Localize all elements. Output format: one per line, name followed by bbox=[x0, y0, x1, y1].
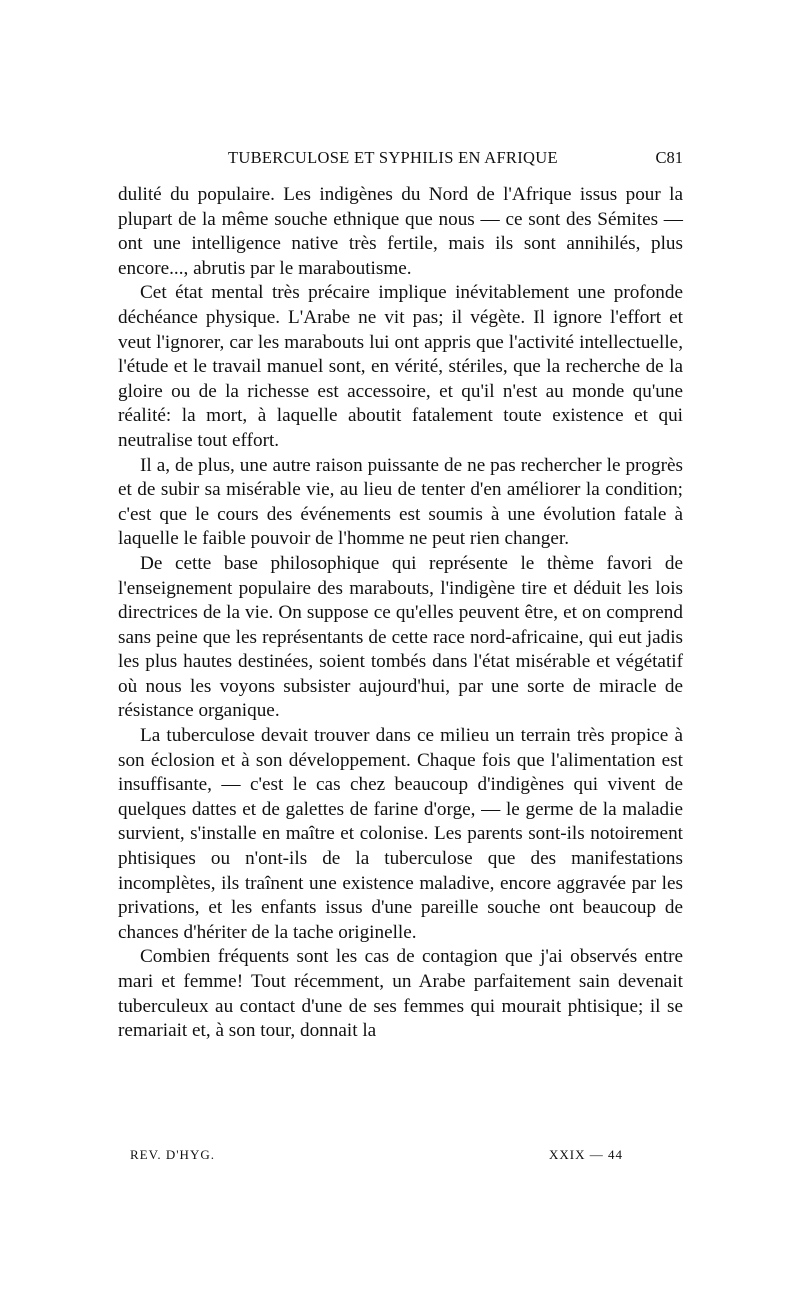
paragraph: La tuberculose devait trouver dans ce milieu un terrain très propice à son éclosion et à son développement. Chaque fois que l'alimentation est insuffisante, — c'est le cas chez beaucoup d'indigènes qui vivent de quelques dattes et de galettes de farine d'orge, — le germe de la maladie survient, s'installe en maître et colonise. Les parents sont-ils notoirement phtisiques ou n'ont-ils de la tuberculose que des manifestations incomplètes, ils traînent une existence maladive, encore aggravée par les privations, et les enfants issus d'une pareille souche ont beaucoup de chances d'hériter de la tache originelle. bbox=[118, 725, 683, 943]
paragraph: Cet état mental très précaire implique inévitablement une profonde déchéance physique. L'Arabe ne vit pas; il végète. Il ignore l'effort et veut l'ignorer, car les marabouts lui ont appris que l'activité intellectuelle, l'étude et le travail manuel sont, en vérité, stériles, que la recherche de la gloire ou de la richesse est accessoire, et qu'il n'est au monde qu'une réalité: la mort, à laquelle aboutit fatalement toute existence et qui neutralise tout effort. bbox=[118, 282, 683, 451]
page-number: C81 bbox=[655, 148, 683, 167]
paragraph: dulité du populaire. Les indigènes du Nord de l'Afrique issus pour la plupart de la même souche ethnique que nous — ce sont des Sémites — ont une intelligence native très fertile, mais ils sont annihilés, plus encore..., abrutis par le maraboutisme. bbox=[118, 184, 683, 279]
running-title: TUBERCULOSE ET SYPHILIS EN AFRIQUE bbox=[228, 148, 558, 167]
paragraph: De cette base philosophique qui représente le thème favori de l'enseignement populaire des marabouts, l'indigène tire et déduit les lois directrices de la vie. On suppose ce qu'elles peuvent être, et on comprend sans peine que les représentants de cette race nord-africaine, qui eut jadis les plus hautes destinées, soient tombés dans l'état misérable et végétatif où nous les voyons subsister aujourd'hui, par une sorte de miracle de résistance organique. bbox=[118, 552, 683, 722]
running-header bbox=[118, 148, 683, 172]
body-text bbox=[118, 183, 683, 1044]
journal-signature: REV. D'HYG. bbox=[130, 1147, 215, 1162]
paragraph: Il a, de plus, une autre raison puissante de ne pas rechercher le progrès et de subir sa misérable vie, au lieu de tenter d'en améliorer la condition; c'est que le cours des événements est soumis à une évolution fatale à laquelle le faible pouvoir de l'homme ne peut rien changer. bbox=[118, 454, 683, 550]
page-footer bbox=[118, 1147, 683, 1169]
volume-sheet-number: XXIX — 44 bbox=[549, 1147, 623, 1162]
paragraph: Combien fréquents sont les cas de contagion que j'ai observés entre mari et femme! Tout récemment, un Arabe parfaitement sain devenait tuberculeux au contact d'une de ses femmes qui mourait phtisique; il se remariait et, à son tour, donnait la bbox=[118, 946, 683, 1042]
